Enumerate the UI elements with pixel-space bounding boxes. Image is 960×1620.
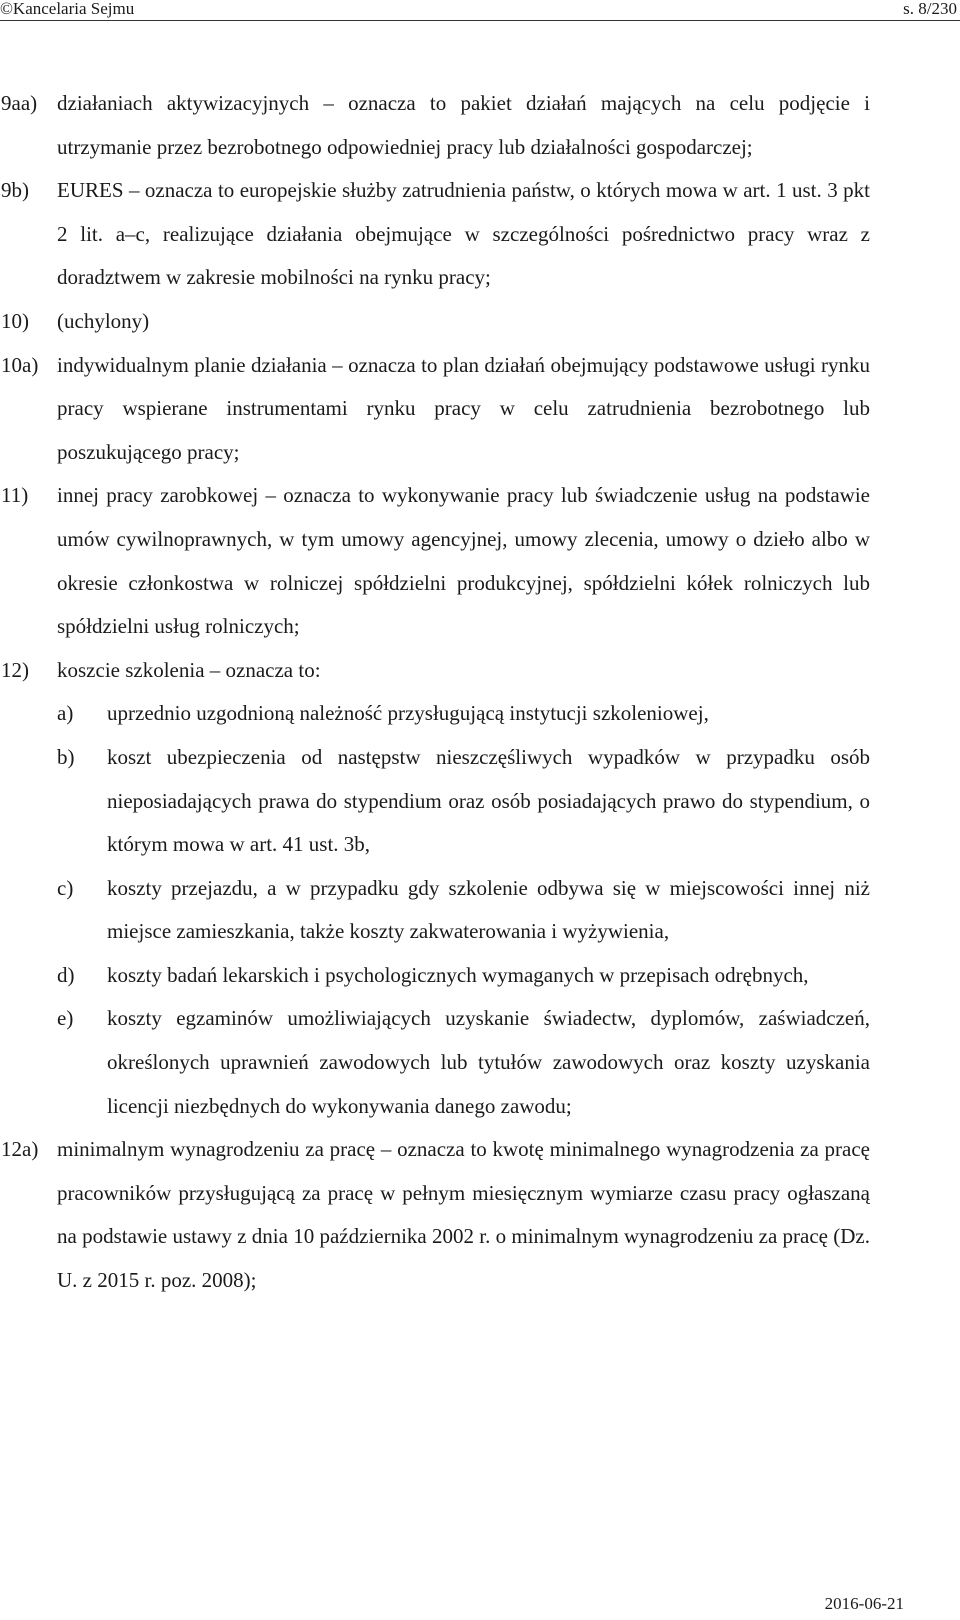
copyright-label: ©Kancelaria Sejmu [0,0,135,18]
definition-item-10a [0,344,870,475]
subitem-letter: e) [57,1006,74,1031]
subitem-letter: a) [57,701,74,726]
subitem-b [0,736,870,867]
document-body [0,82,870,1303]
subitem-d [0,954,870,998]
item-number: 9b) [1,178,29,203]
page-header [0,0,960,22]
item-number: 10a) [1,352,39,377]
subitem-letter: d) [57,962,75,987]
definition-item-12a [0,1128,870,1302]
subitem-text: uprzednio uzgodnioną należność przysługującą instytucji szkoleniowej, [107,701,709,726]
item-number: 9aa) [1,91,38,115]
definition-item-11 [0,474,870,648]
item-text: działaniach aktywizacyjnych – oznacza to pakiet działań mających na celu podjęcie i utrzymanie przez bezrobotnego odpowiedniej pracy lub działalności gospodarczej; [57,91,870,159]
item-text: indywidualnym planie działania – oznacza to plan działań obejmujący podstawowe usługi rynku pracy wspierane instrumentami rynku pracy w celu zatrudnienia bezrobotnego lub poszukującego pracy; [57,352,870,464]
definition-item-9b [0,169,870,300]
subitem-c [0,867,870,954]
item-number: 12a) [1,1137,39,1162]
item-text: minimalnym wynagrodzeniu za pracę – oznacza to kwotę minimalnego wynagrodzenia za pracę pracowników przysługującą za pracę w pełnym miesięcznym wymiarze czasu pracy ogłaszaną na podstawie ustawy z dnia 10 października 2002 r. o minimalnym wynagrodzeniu za pracę (Dz. U. z 2015 r. poz. 2008); [57,1137,870,1293]
subitem-e [0,997,870,1128]
item-text: innej pracy zarobkowej – oznacza to wykonywanie pracy lub świadczenie usług na podstawie umów cywilnoprawnych, w tym umowy agencyjnej, umowy zlecenia, umowy o dzieło albo w okresie członkostwa w rolniczej spółdzielni produkcyjnej, spółdzielni kółek rolniczych lub spółdzielni usług rolniczych; [57,483,870,639]
item-text: koszcie szkolenia – oznacza to: [57,657,321,682]
page-number: s. 8/230 [903,0,957,18]
page-footer-date: 2016-06-21 [824,1594,904,1613]
definition-item-10 [0,300,870,344]
subitem-letter: c) [57,875,74,900]
definition-item-9aa [0,82,870,169]
subitem-text: koszty przejazdu, a w przypadku gdy szkolenie odbywa się w miejscowości innej niż miejsce zamieszkania, także koszty zakwaterowania i wyżywienia, [107,875,870,944]
subitem-text: koszty badań lekarskich i psychologicznych wymaganych w przepisach odrębnych, [107,962,809,987]
subitem-a [0,692,870,736]
item-text: (uchylony) [57,308,150,333]
item-number: 12) [1,657,29,682]
subitem-letter: b) [57,744,75,769]
item-number: 10) [1,308,29,333]
item-text: EURES – oznacza to europejskie służby zatrudnienia państw, o których mowa w art. 1 ust. 3 pkt 2 lit. a–c, realizujące działania obejmujące w szczególności pośrednictwo pracy wraz z doradztwem w zakresie mobilności na rynku pracy; [57,178,870,290]
item-number: 11) [1,483,29,508]
definition-item-12 [0,649,870,693]
subitem-text: koszty egzaminów umożliwiających uzyskanie świadectw, dyplomów, zaświadczeń, określonych uprawnień zawodowych lub tytułów zawodowych oraz koszty uzyskania licencji niezbędnych do wykonywania danego zawodu; [107,1006,870,1118]
subitem-text: koszt ubezpieczenia od następstw nieszczęśliwych wypadków w przypadku osób nieposiadających prawa do stypendium oraz osób posiadających prawo do stypendium, o którym mowa w art. 41 ust. 3b, [107,744,870,857]
header-rule [0,20,960,21]
